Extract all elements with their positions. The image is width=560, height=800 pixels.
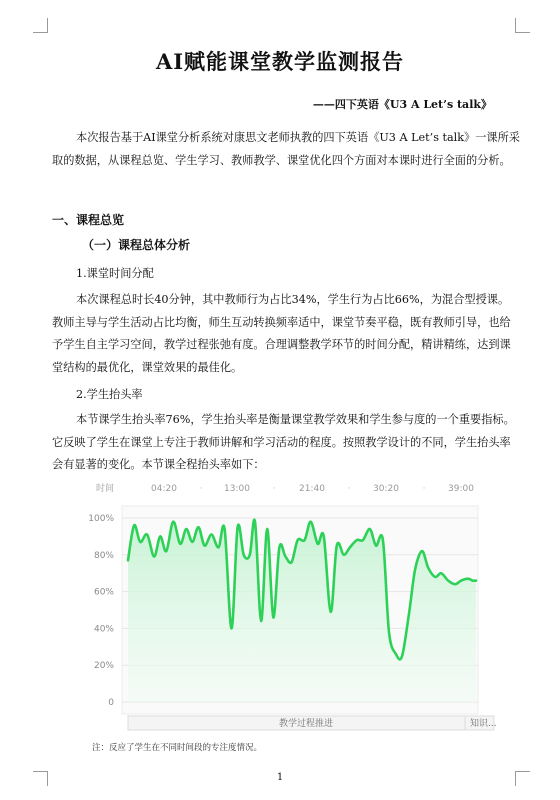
time-allocation-paragraph: 本次课程总时长40分钟，其中教师行为占比34%，学生行为占比66%，为混合型授课。教师主导与学生活动占比均衡，师生互动转换频率适中，课堂节奏平稳，既有教师引导，也给予学生自主学习空间，教学过程张弛有度。合理调整教学环节的时间分配，精讲精练，达到课堂结构的最优化，课堂效果的最佳化。: [52, 293, 511, 374]
page-number: 1: [276, 772, 284, 783]
time-tick-label: 13:00: [224, 484, 250, 494]
item-heading-time-allocation: 1.课堂时间分配: [76, 267, 154, 280]
time-tick-label: 39:00: [448, 484, 474, 494]
y-tick-label: 100%: [88, 514, 114, 524]
intro-paragraph: 本次报告基于AI课堂分析系统对康思文老师执教的四下英语《U3 A Let’s talk》一课所采取的数据，从课程总览、学生学习、教师教学、课堂优化四个方面对本课时进行全面的分析。: [52, 131, 520, 167]
subsection-heading-analysis: （一）课程总体分析: [82, 238, 191, 252]
time-axis-label: 时间: [96, 484, 115, 494]
report-title: AI赋能课堂教学监测报告: [155, 49, 405, 74]
chart-time-axis: [96, 482, 474, 494]
item-heading-head-up-rate: 2.学生抬头率: [76, 388, 143, 401]
y-tick-label: 20%: [93, 661, 114, 672]
chart-note: 注：反应了学生在不同时间段的专注度情况。: [92, 743, 263, 753]
time-tick-dot: ·: [199, 484, 203, 494]
y-tick-label: 40%: [93, 624, 114, 635]
crop-mark-top-right: [515, 18, 530, 33]
chart-footer-bar: [128, 716, 497, 730]
crop-mark-top-left: [33, 18, 48, 33]
report-subtitle: ——四下英语《U3 A Let’s talk》: [312, 98, 492, 111]
chart-footer-right-label: 知识...: [470, 719, 497, 729]
time-tick-label: 30:20: [373, 484, 399, 494]
head-up-rate-paragraph: 本节课学生抬头率76%，学生抬头率是衡量课堂教学效果和学生参与度的一个重要指标。它反映了学生在课堂上专注于教师讲解和学习活动的程度。按照教学设计的不同，学生抬头率会有显著的变化。本节课全程抬头率如下：: [52, 413, 515, 471]
y-tick-label: 0: [108, 698, 114, 708]
time-tick-label: 04:20: [151, 484, 177, 494]
section-heading-overview: 一、课程总览: [52, 213, 125, 227]
chart-y-axis: [88, 514, 114, 708]
time-tick-dot: ·: [347, 484, 351, 494]
chart-footer-label: 教学过程推进: [278, 719, 334, 729]
y-tick-label: 60%: [93, 587, 114, 598]
time-tick-dot: ·: [422, 484, 426, 494]
head-up-rate-chart: [84, 478, 516, 734]
time-tick-dot: ·: [272, 484, 276, 494]
time-tick-label: 21:40: [299, 484, 325, 494]
y-tick-label: 80%: [93, 550, 114, 561]
